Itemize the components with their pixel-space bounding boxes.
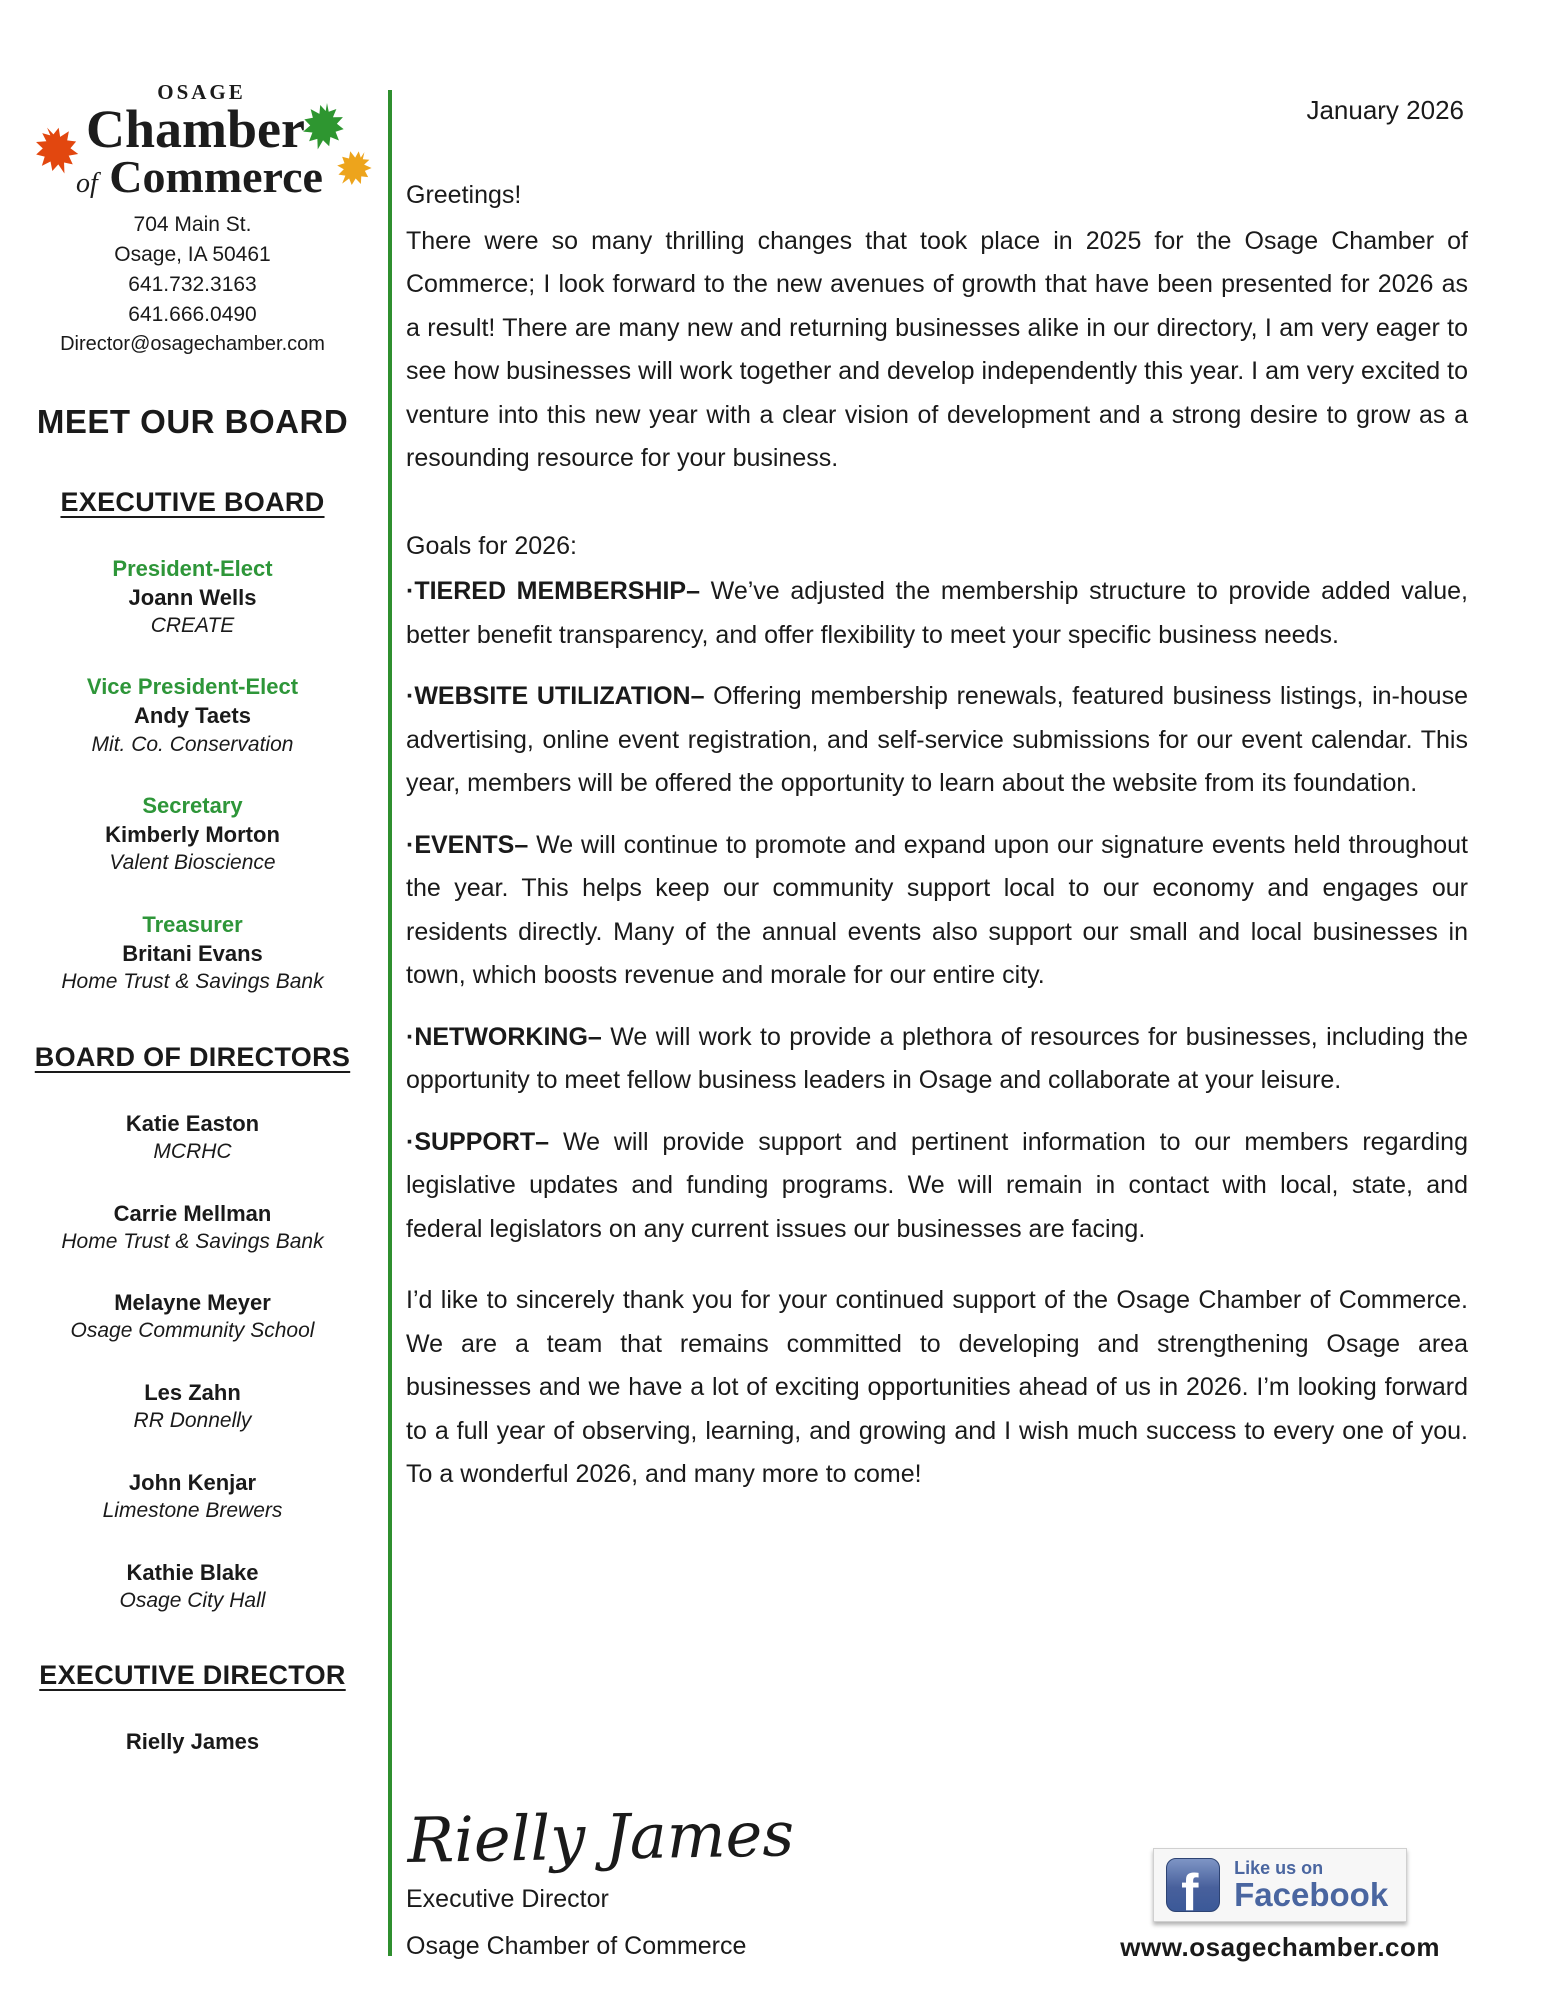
goal-text: We will work to provide a plethora of resources for businesses, including the opportunity to meet fellow business leaders in Osage and collaborate at your leisure. (406, 1022, 1468, 1094)
board-of-directors-heading: BOARD OF DIRECTORS (34, 1041, 351, 1072)
logo-commerce-text: of Commerce (76, 150, 323, 202)
member-name: John Kenjar (128, 1469, 257, 1495)
director-member (25, 1288, 360, 1345)
facebook-like-badge[interactable] (1153, 1848, 1407, 1922)
member-org: Osage Community School (70, 1319, 315, 1343)
member-name: Britani Evans (122, 941, 263, 967)
goal-label: ·EVENTS– (406, 830, 529, 859)
vertical-divider (388, 90, 392, 1956)
letter-footer-row (406, 1797, 1468, 1963)
member-role: Treasurer (142, 912, 243, 937)
goal-label: ·SUPPORT– (406, 1127, 550, 1156)
goal-label: ·NETWORKING– (406, 1022, 602, 1051)
letter-closing-paragraph: I’d like to sincerely thank you for your continued support of the Osage Chamber of Commerce. We are a team that remains committed to developing and strengthening Osage area businesses and we have a lot of exciting opportunities ahead of us in 2026. I’m looking forward to a full year of observing, learning, and growing and I wish much success to every one of you. To a wonderful 2026, and many more to come! (406, 1286, 1468, 1488)
member-name: Melayne Meyer (114, 1290, 271, 1316)
member-org: Valent Bioscience (109, 851, 276, 875)
goals-heading: Goals for 2026: (406, 531, 577, 560)
facebook-icon (1166, 1858, 1220, 1912)
phone-number-2: 641.666.0490 (128, 303, 257, 327)
board-member-president-elect (25, 554, 360, 640)
goal-text: We will provide support and pertinent information to our members regarding legislative updates and funding programs. We will remain in contact with local, state, and federal legislators on any current issues our businesses are facing. (406, 1127, 1468, 1243)
website-url-link[interactable]: www.osagechamber.com (1120, 1932, 1440, 1962)
executive-director-member (25, 1727, 360, 1756)
director-member (25, 1109, 360, 1166)
sidebar (25, 80, 360, 1789)
facebook-block (1120, 1848, 1468, 1963)
member-name: Katie Easton (125, 1110, 260, 1136)
goal-networking (406, 1016, 1468, 1103)
phone-number-1: 641.732.3163 (128, 273, 257, 297)
meet-our-board-title: MEET OUR BOARD (36, 402, 349, 440)
facebook-badge-text (1234, 1859, 1388, 1912)
letter-date: January 2026 (1306, 95, 1464, 125)
goal-events (406, 824, 1468, 998)
address-line-1: 704 Main St. (133, 213, 252, 236)
member-name: Kimberly Morton (105, 822, 280, 848)
contact-block (25, 210, 360, 359)
goal-tiered-membership (406, 570, 1468, 657)
facebook-like-us-on: Like us on (1234, 1857, 1324, 1878)
signature-block (406, 1797, 795, 1963)
goal-label: ·WEBSITE UTILIZATION– (406, 682, 705, 710)
logo-of-text: of (76, 167, 98, 199)
chamber-logo (25, 80, 360, 202)
member-org: Home Trust & Savings Bank (61, 1229, 324, 1253)
director-member (25, 1558, 360, 1615)
member-org: Home Trust & Savings Bank (61, 970, 324, 994)
facebook-wordmark: Facebook (1234, 1876, 1389, 1914)
member-name: Kathie Blake (126, 1559, 259, 1585)
member-name: Les Zahn (144, 1380, 241, 1406)
member-name: Rielly James (125, 1729, 260, 1755)
letter-intro-paragraph: There were so many thrilling changes that took place in 2025 for the Osage Chamber of Commerce; I look forward to the new avenues of growth that have been presented for 2026 as a result! There are many new and returning businesses alike in our directory, I am very eager to see how businesses will work together and develop independently this year. I am very excited to venture into this new year with a clear vision of development and a strong desire to grow as a resounding resource for your business. (406, 226, 1468, 472)
director-member (25, 1468, 360, 1525)
member-name: Joann Wells (128, 584, 257, 610)
member-org: Mit. Co. Conservation (91, 732, 294, 756)
member-role: President-Elect (112, 555, 273, 581)
signature-title: Executive Director (406, 1885, 609, 1913)
goal-text: Offering membership renewals, featured business listings, in-house advertising, online event registration, and self-service submissions for our event calendar. This year, members will be offered the opportunity to learn about the website from its foundation. (406, 682, 1468, 797)
director-member (25, 1199, 360, 1256)
director-member (25, 1378, 360, 1435)
board-member-treasurer (25, 910, 360, 996)
member-name: Carrie Mellman (113, 1200, 272, 1226)
member-org: Limestone Brewers (102, 1498, 283, 1522)
signature-script: Rielly James (406, 1797, 795, 1877)
member-org: MCRHC (153, 1139, 232, 1163)
facebook-f-letter: f (1181, 1864, 1199, 1912)
member-org: Osage City Hall (119, 1588, 266, 1612)
member-org: CREATE (150, 613, 235, 637)
goal-label: ·TIERED MEMBERSHIP– (406, 577, 701, 605)
board-member-vice-president-elect (25, 672, 360, 758)
member-name: Andy Taets (134, 703, 251, 729)
member-role: Vice President-Elect (86, 674, 299, 700)
letter-content (406, 95, 1468, 1963)
executive-board-heading: EXECUTIVE BOARD (60, 486, 325, 517)
goal-support (406, 1121, 1468, 1252)
goal-website-utilization (406, 675, 1468, 806)
member-role: Secretary (142, 793, 243, 819)
letter-greeting: Greetings! (406, 181, 522, 209)
logo-osage-text: OSAGE (157, 80, 246, 104)
goal-text: We will continue to promote and expand upon our signature events held throughout the year. This helps keep our community support local to our economy and engages our residents directly. Many of the annual events also support our small and local businesses in town, which boosts revenue and morale for our entire city. (406, 830, 1468, 989)
address-line-2: Osage, IA 50461 (114, 243, 271, 267)
goal-text: We’ve adjusted the membership structure to provide added value, better benefit transparency, and offer flexibility to meet your specific business needs. (406, 577, 1468, 649)
director-email-link[interactable]: Director@osagechamber.com (60, 333, 325, 356)
signature-org: Osage Chamber of Commerce (406, 1932, 747, 1960)
member-org: RR Donnelly (133, 1409, 252, 1433)
board-member-secretary (25, 791, 360, 877)
logo-chamber-text: Chamber (86, 99, 305, 159)
executive-director-heading: EXECUTIVE DIRECTOR (39, 1660, 346, 1691)
